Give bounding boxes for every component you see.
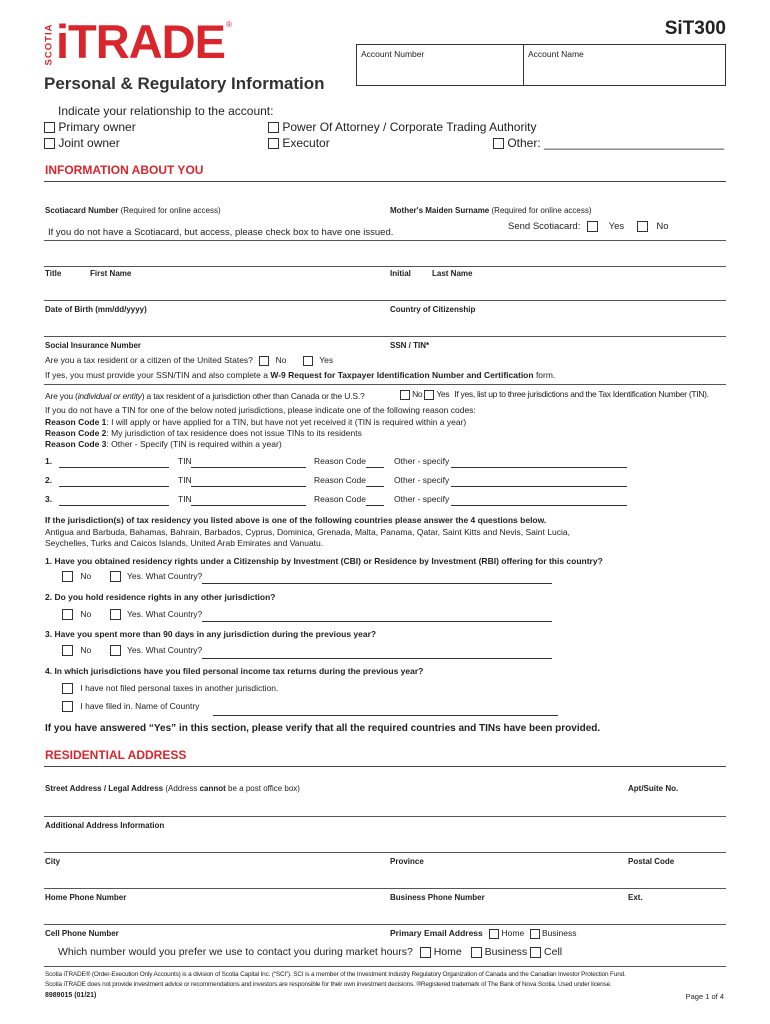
reason-code-label: Reason Code [314, 494, 366, 504]
email-home-label: Home [501, 928, 525, 938]
email-label: Primary Email Address [390, 928, 483, 938]
last-name-label: Last Name [432, 269, 473, 278]
no-card-text: If you do not have a Scotiacard, but access, please check box to have one issued. [48, 227, 394, 238]
email-home-checkbox[interactable] [489, 929, 499, 939]
cell-phone-label: Cell Phone Number [45, 929, 119, 938]
juris-yes-label: Yes [436, 389, 450, 399]
logo-scotia-text: SCOTIA [43, 23, 55, 66]
other-specify-field[interactable] [451, 505, 627, 506]
send-scotiacard-group [508, 221, 669, 232]
form-code: SiT300 [664, 18, 726, 39]
row-number: 3. [45, 494, 53, 504]
q4-option-filed [62, 701, 199, 712]
joint-owner-checkbox[interactable] [44, 138, 55, 149]
postal-code-label: Postal Code [628, 857, 675, 866]
email-business-checkbox[interactable] [530, 929, 540, 939]
jurisdiction-row-3 [45, 494, 735, 510]
tin-label: TIN [178, 494, 192, 504]
ssn-label: SSN / TIN* [390, 341, 430, 350]
question-2: 2. Do you hold residence rights in any other jurisdiction? [45, 592, 276, 602]
q3-country-field[interactable] [202, 658, 552, 659]
street-address-label: Street Address / Legal Address (Address cannot be a post office box) [45, 784, 300, 793]
title-label: Title [45, 269, 62, 278]
contact-question-text: Which number would you prefer we use to contact you during market hours? [58, 946, 413, 958]
q4-filed-checkbox[interactable] [62, 701, 73, 712]
page-title: Personal & Regulatory Information [44, 74, 325, 93]
other-specify-field[interactable] [451, 467, 627, 468]
other-label: Other: ___________________________ [507, 136, 725, 150]
poa-label: Power Of Attorney / Corporate Trading Authority [282, 120, 537, 134]
account-name-label: Account Name [528, 49, 584, 59]
q2-answers [62, 609, 202, 620]
q1-no-label: No [80, 571, 92, 581]
about-heading: INFORMATION ABOUT YOU [45, 163, 204, 177]
send-card-yes-label: Yes [608, 221, 625, 233]
question-4: 4. In which jurisdictions have you filed personal income tax returns during the previous year? [45, 666, 424, 676]
verify-note: If you have answered “Yes” in this section, please verify that all the required countries and TINs have been provided. [45, 723, 601, 734]
contact-home-label: Home [433, 946, 462, 958]
tin-field[interactable] [191, 486, 306, 487]
q4-filed-label: I have filed in. Name of Country [80, 701, 200, 711]
other-specify-field[interactable] [451, 486, 627, 487]
us-resident-question [45, 355, 333, 366]
footer-disclaimer-1: Scotia iTRADE® (Order-Execution Only Accounts) is a division of Scotia Capital Inc. (“SCI”). SCI is a member of the Investment Industry Regulatory Organization of Canada and the Canadian Investor Protection Fund. [45, 971, 626, 978]
q4-country-field[interactable] [213, 715, 558, 716]
apt-suite-label: Apt/Suite No. [628, 784, 679, 793]
reason-code-field[interactable] [366, 486, 384, 487]
tin-field[interactable] [191, 505, 306, 506]
additional-address-label: Additional Address Information [45, 821, 165, 830]
email-business-label: Business [541, 928, 577, 938]
dob-label: Date of Birth (mm/dd/yyyy) [45, 305, 147, 314]
reason-code-3: Reason Code 3: Other - Specify (TIN is required within a year) [45, 439, 282, 449]
province-label: Province [390, 857, 424, 866]
q4-not-filed-checkbox[interactable] [62, 683, 73, 694]
address-heading: RESIDENTIAL ADDRESS [45, 748, 187, 762]
send-card-label: Send Scotiacard: [508, 221, 581, 233]
contact-question [58, 946, 562, 958]
other-option[interactable] [493, 136, 724, 150]
city-label: City [45, 857, 61, 866]
us-question-text: Are you a tax resident or a citizen of the United States? [45, 355, 253, 365]
email-group [390, 928, 576, 939]
contact-business-checkbox[interactable] [471, 947, 482, 958]
juris-no-label: No [412, 389, 423, 399]
reason-code-field[interactable] [366, 505, 384, 506]
relationship-prompt: Indicate your relationship to the account: [58, 104, 274, 118]
reason-code-label: Reason Code [314, 456, 366, 466]
us-no-label: No [275, 355, 287, 365]
w9-note: If yes, you must provide your SSN/TIN and also complete a W-9 Request for Taxpayer Identification Number and Certification form. [45, 370, 556, 380]
row-number: 1. [45, 456, 53, 466]
q1-yes-checkbox[interactable] [110, 571, 121, 582]
initial-label: Initial [390, 269, 411, 278]
q2-yes-checkbox[interactable] [110, 609, 121, 620]
q1-answers [62, 571, 202, 582]
juris-yes-note: If yes, list up to three jurisdictions and the Tax Identification Number (TIN). [454, 389, 709, 399]
q1-country-field[interactable] [202, 583, 552, 584]
q3-no-checkbox[interactable] [62, 645, 73, 656]
page-number: Page 1 of 4 [685, 992, 724, 1001]
jurisdiction-field[interactable] [59, 467, 169, 468]
primary-owner-checkbox[interactable] [44, 122, 55, 133]
no-tin-note: If you do not have a TIN for one of the below noted jurisdictions, please indicate one of the following reason codes: [45, 405, 476, 415]
contact-business-label: Business [484, 946, 528, 958]
reason-code-label: Reason Code [314, 475, 366, 485]
other-specify-label: Other - specify [394, 494, 450, 504]
q1-yes-label: Yes. What Country? [127, 571, 203, 581]
row-number: 2. [45, 475, 53, 485]
business-phone-label: Business Phone Number [390, 893, 485, 902]
juris-yes-checkbox[interactable] [424, 390, 434, 400]
ext-label: Ext. [628, 893, 643, 902]
scotiacard-label: Scotiacard Number (Required for online access) [45, 206, 221, 215]
q2-country-field[interactable] [202, 621, 552, 622]
maiden-name-label: Mother's Maiden Surname (Required for online access) [390, 206, 592, 215]
account-number-field[interactable] [361, 61, 519, 81]
q2-no-checkbox[interactable] [62, 609, 73, 620]
q4-not-filed-label: I have not filed personal taxes in another jurisdiction. [80, 683, 279, 693]
question-1: 1. Have you obtained residency rights under a Citizenship by Investment (CBI) or Residence by Investment (RBI) offering for this country? [45, 556, 603, 566]
executor-checkbox[interactable] [268, 138, 279, 149]
q2-yes-label: Yes. What Country? [127, 609, 203, 619]
us-yes-checkbox[interactable] [303, 356, 313, 366]
cbi-countries-line-1: Antigua and Barbuda, Bahamas, Bahrain, Barbados, Cyprus, Dominica, Grenada, Malta, Panama, Qatar, Saint Kitts and Nevis, Saint Lucia, [45, 527, 570, 537]
q4-option-not-filed [62, 683, 278, 694]
first-name-label: First Name [90, 269, 132, 278]
q3-no-label: No [80, 645, 92, 655]
q3-yes-label: Yes. What Country? [127, 645, 203, 655]
q1-no-checkbox[interactable] [62, 571, 73, 582]
poa-option[interactable] [268, 120, 536, 134]
send-card-yes-checkbox[interactable] [587, 221, 598, 232]
joint-owner-label: Joint owner [58, 136, 120, 150]
other-specify-label: Other - specify [394, 475, 450, 485]
q3-yes-checkbox[interactable] [110, 645, 121, 656]
reason-code-2: Reason Code 2: My jurisdiction of tax residence does not issue TINs to its residents [45, 428, 362, 438]
jurisdiction-field[interactable] [59, 505, 169, 506]
home-phone-label: Home Phone Number [45, 893, 127, 902]
jurisdiction-row-1 [45, 456, 735, 472]
poa-checkbox[interactable] [268, 122, 279, 133]
tin-label: TIN [178, 456, 192, 466]
account-box [356, 44, 726, 86]
cbi-countries-line-2: Seychelles, Turks and Caicos Islands, United Arab Emirates and Vanuatu. [45, 538, 324, 548]
joint-owner-option[interactable] [44, 136, 120, 150]
q2-no-label: No [80, 609, 92, 619]
primary-owner-label: Primary owner [58, 120, 136, 134]
contact-cell-checkbox[interactable] [530, 947, 541, 958]
other-checkbox[interactable] [493, 138, 504, 149]
sin-label: Social Insurance Number [45, 341, 142, 350]
footer-disclaimer-2: Scotia iTRADE does not provide investment advice or recommendations and investors are responsible for their own investment decisions. ®Registered trademark of The Bank of Nova Scotia. Used under license. [45, 981, 612, 988]
other-jurisdiction-answers [400, 389, 709, 400]
us-no-checkbox[interactable] [259, 356, 269, 366]
cbi-intro: If the jurisdiction(s) of tax residency you listed above is one of the following countries please answer the 4 questions below. [45, 515, 547, 525]
contact-cell-label: Cell [544, 946, 563, 958]
jurisdiction-field[interactable] [59, 486, 169, 487]
send-card-no-checkbox[interactable] [637, 221, 648, 232]
logo-registered-mark: ® [226, 20, 232, 29]
tin-label: TIN [178, 475, 192, 485]
account-number-label: Account Number [361, 49, 425, 59]
form-id: 8989015 (01/21) [45, 992, 97, 999]
tin-field[interactable] [191, 467, 306, 468]
q3-answers [62, 645, 202, 656]
citizenship-label: Country of Citizenship [390, 305, 476, 314]
executor-option[interactable] [268, 136, 330, 150]
contact-home-checkbox[interactable] [420, 947, 431, 958]
account-name-field[interactable] [528, 61, 720, 81]
juris-no-checkbox[interactable] [400, 390, 410, 400]
executor-label: Executor [282, 136, 330, 150]
other-specify-label: Other - specify [394, 456, 450, 466]
send-card-no-label: No [656, 221, 669, 233]
jurisdiction-row-2 [45, 475, 735, 491]
other-jurisdiction-question: Are you (individual or entity) a tax resident of a jurisdiction other than Canada or the U.S.? [45, 391, 365, 401]
us-yes-label: Yes [319, 355, 334, 365]
logo-itrade-text: iTRADE [56, 15, 225, 68]
question-3: 3. Have you spent more than 90 days in any jurisdiction during the previous year? [45, 629, 377, 639]
primary-owner-option[interactable] [44, 120, 136, 134]
reason-code-field[interactable] [366, 467, 384, 468]
reason-code-1: Reason Code 1: I will apply or have applied for a TIN, but have not yet received it (TIN is required within a year) [45, 417, 467, 427]
